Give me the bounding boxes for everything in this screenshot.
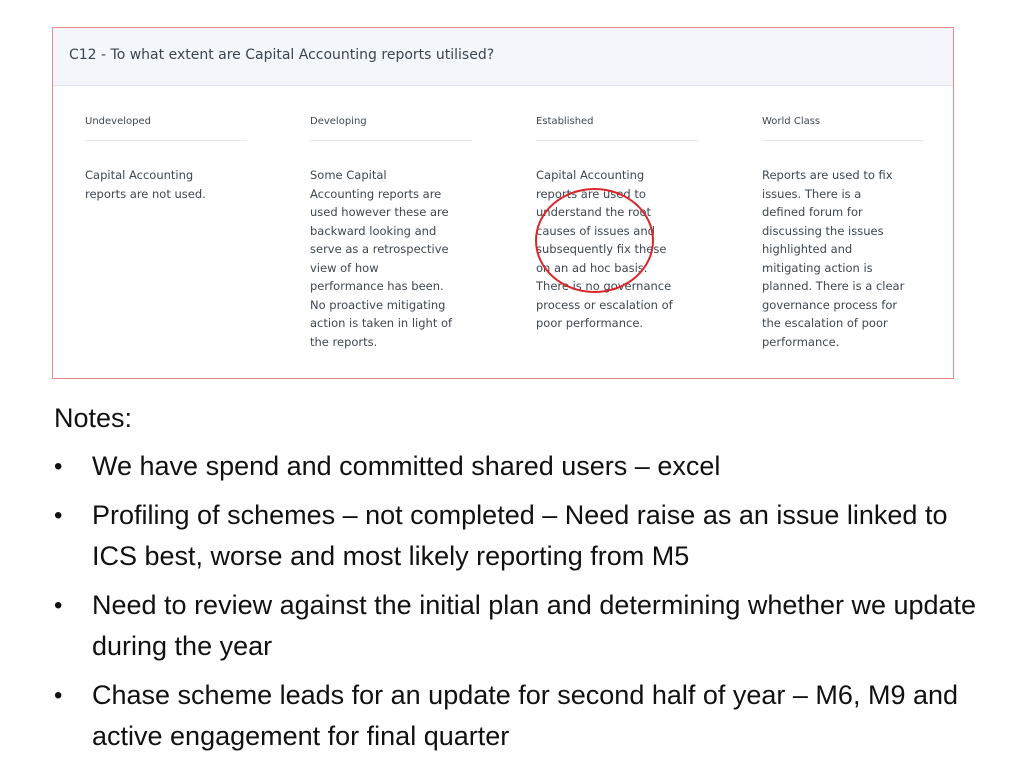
notes-list	[54, 446, 994, 757]
bullet-icon: •	[54, 453, 63, 480]
note-text: Profiling of schemes – not completed – Need raise as an issue linked to ICS best, worse and most likely reporting from M5	[92, 500, 948, 571]
maturity-card	[52, 27, 954, 379]
column-heading: Established	[536, 116, 698, 141]
column-description: Some Capital Accounting reports are used however these are backward looking and serve as a retrospective view of how performance has been. No proactive mitigating action is taken in light of the reports.	[310, 168, 453, 349]
note-item	[54, 495, 994, 577]
column-heading: Undeveloped	[85, 116, 247, 141]
column-heading: World Class	[762, 116, 924, 141]
column-heading: Developing	[310, 116, 472, 141]
column-description: Capital Accounting reports are used to understand the root causes of issues and subsequently fix these on an ad hoc basis. There is no governance process or escalation of poor performance.	[536, 168, 673, 330]
card-title: C12 - To what extent are Capital Accounting reports utilised?	[53, 28, 953, 86]
bullet-icon: •	[54, 682, 63, 709]
note-item	[54, 446, 994, 487]
column-description: Capital Accounting reports are not used.	[85, 168, 206, 201]
bullet-icon: •	[54, 592, 63, 619]
note-text: Need to review against the initial plan and determining whether we update during the year	[92, 590, 977, 661]
note-item	[54, 675, 994, 757]
column-undeveloped	[85, 116, 247, 203]
note-text: Chase scheme leads for an update for second half of year – M6, M9 and active engagement for final quarter	[92, 680, 959, 751]
column-developing	[310, 116, 472, 351]
notes-title: Notes:	[54, 403, 133, 433]
column-world-class	[762, 116, 924, 351]
note-item	[54, 585, 994, 667]
notes-section	[54, 398, 994, 757]
annotation-circle-highlight	[535, 188, 654, 293]
note-text: We have spend and committed shared users – excel	[92, 451, 721, 481]
column-description: Reports are used to fix issues. There is a defined forum for discussing the issues highlighted and mitigating action is planned. There is a clear governance process for the escalation of poor performance.	[762, 168, 905, 349]
bullet-icon: •	[54, 502, 63, 529]
